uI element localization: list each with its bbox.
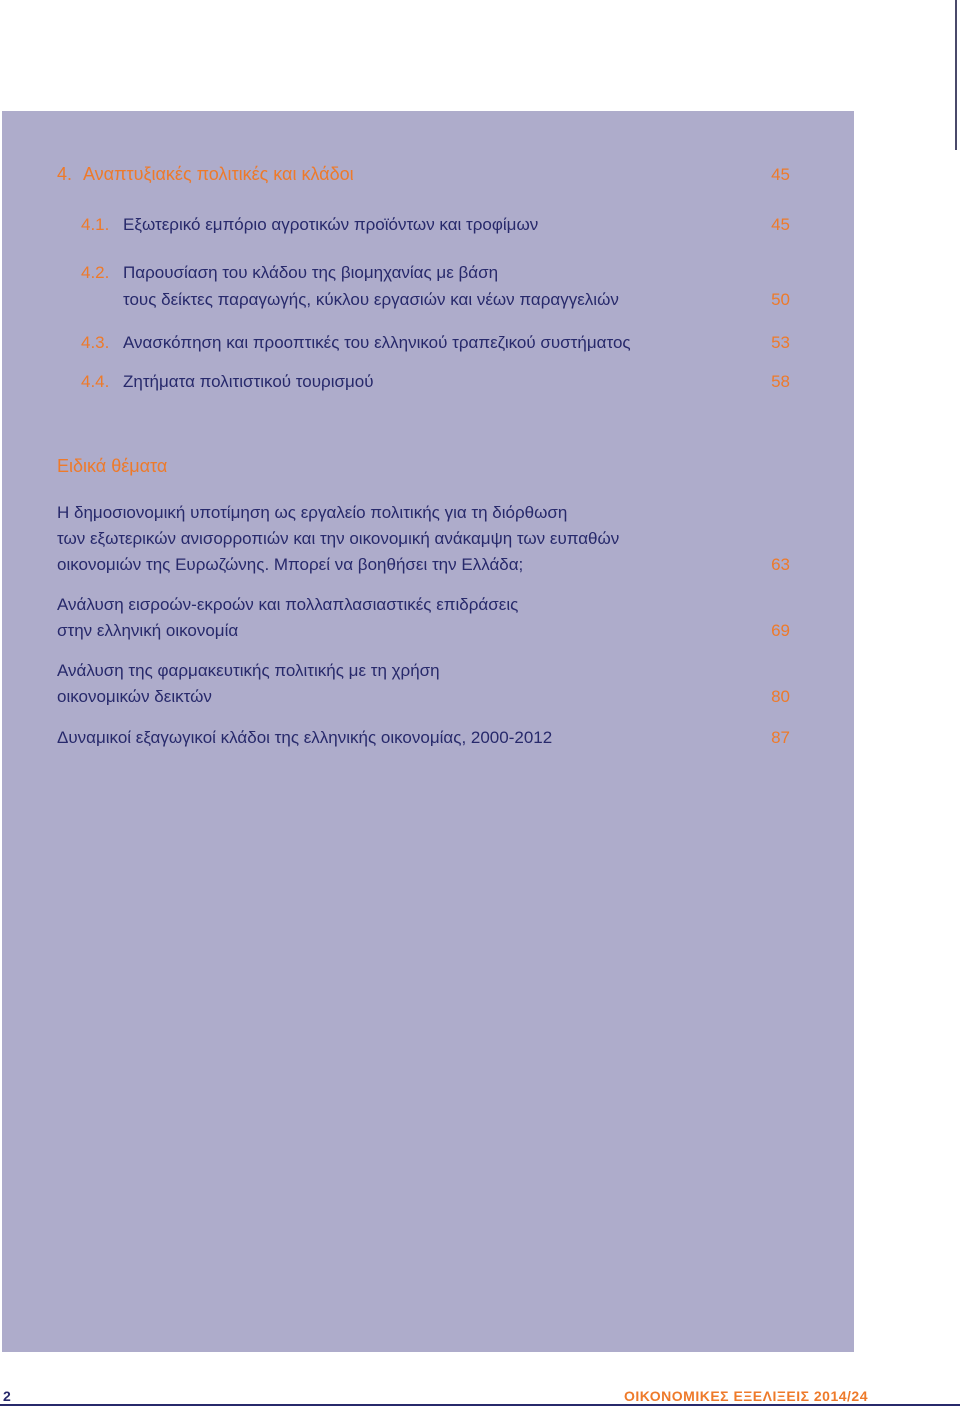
- special-topic-1[interactable]: [57, 500, 619, 578]
- footer-rule: [0, 1404, 960, 1406]
- entry-title: Ανασκόπηση και προοπτικές του ελληνικού τραπεζικού συστήματος: [123, 333, 631, 352]
- topic-page: 63: [771, 555, 790, 574]
- entry-title-continuation: τους δείκτες παραγωγής, κύκλου εργασιών και νέων παραγγελιών: [123, 290, 619, 309]
- topic-line: Η δημοσιονομική υποτίμηση ως εργαλείο πολιτικής για τη διόρθωση: [57, 503, 568, 522]
- topic-line: Ανάλυση της φαρμακευτικής πολιτικής με τη χρήση: [57, 661, 440, 680]
- entry-page: 45: [771, 215, 790, 234]
- toc-entry-4-1[interactable]: [81, 212, 538, 238]
- toc-entry-4-3[interactable]: [81, 330, 631, 356]
- topic-line: Ανάλυση εισροών-εκροών και πολλαπλασιαστικές επιδράσεις: [57, 595, 519, 614]
- entry-number: 4.1.: [81, 215, 110, 234]
- toc-entry-4-4[interactable]: [81, 369, 374, 395]
- section-page: 45: [771, 165, 790, 184]
- topic-line: οικονομικών δεικτών: [57, 687, 212, 706]
- footer-page-number: 2: [3, 1388, 11, 1404]
- topic-page: 69: [771, 621, 790, 640]
- topic-line: οικονομιών της Ευρωζώνης. Μπορεί να βοηθήσει την Ελλάδα;: [57, 555, 524, 574]
- entry-number: 4.2.: [81, 263, 110, 282]
- topic-page: 87: [771, 728, 790, 747]
- topic-line: Δυναμικοί εξαγωγικοί κλάδοι της ελληνικής οικονομίας, 2000-2012: [57, 728, 553, 747]
- topic-line: στην ελληνική οικονομία: [57, 621, 239, 640]
- entry-title: Ζητήματα πολιτιστικού τουρισμού: [123, 372, 374, 391]
- topic-page: 80: [771, 687, 790, 706]
- special-topics-heading: Ειδικά θέματα: [57, 456, 168, 476]
- section-title: Αναπτυξιακές πολιτικές και κλάδοι: [83, 164, 354, 184]
- entry-page: 50: [771, 290, 790, 309]
- entry-number: 4.4.: [81, 372, 110, 391]
- footer-publication-title: ΟΙΚΟΝΟΜΙΚΕΣ ΕΞΕΛΙΞΕΙΣ 2014/24: [624, 1388, 868, 1404]
- section-number: 4.: [57, 164, 73, 184]
- entry-number: 4.3.: [81, 333, 110, 352]
- entry-page: 53: [771, 333, 790, 352]
- entry-title: Εξωτερικό εμπόριο αγροτικών προϊόντων και τροφίμων: [123, 215, 539, 234]
- section-heading[interactable]: [57, 161, 354, 187]
- special-topic-2[interactable]: [57, 592, 518, 644]
- entry-title: Παρουσίαση του κλάδου της βιομηχανίας με βάση: [123, 263, 499, 282]
- special-topic-3[interactable]: [57, 658, 440, 710]
- special-topic-4[interactable]: [57, 725, 552, 751]
- entry-page: 58: [771, 372, 790, 391]
- topic-line: των εξωτερικών ανισορροπιών και την οικονομική ανάκαμψη των ευπαθών: [57, 529, 620, 548]
- toc-entry-4-2[interactable]: [81, 260, 498, 286]
- page-edge-rule: [955, 0, 957, 150]
